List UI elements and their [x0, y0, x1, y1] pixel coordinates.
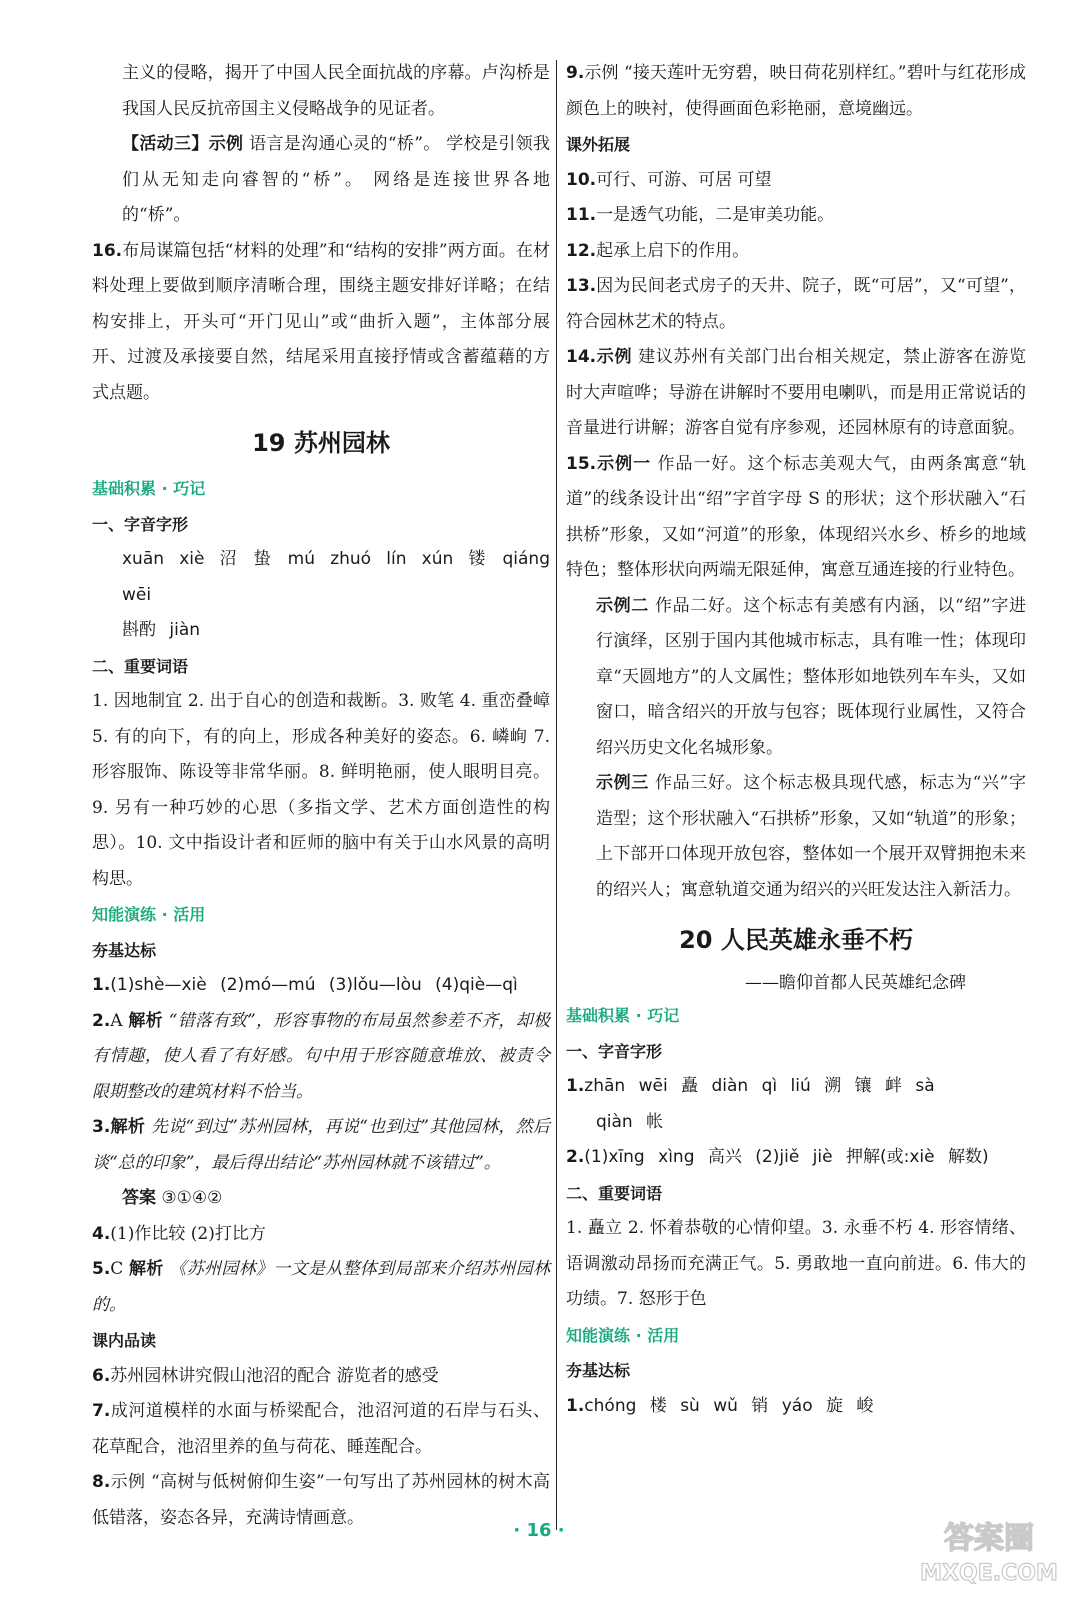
left-column: [92, 56, 550, 1536]
question-10: 10.可行、可游、可居 可望: [566, 169, 772, 190]
section-char-sound-2: 一、字音字形: [566, 1041, 663, 1061]
question-2: 2.A 解析 “错落有致”，形容事物的布局虽然参差不齐，却极有情趣，使人看了有好感。句中用于形容随意堆放、被责令限期整改的建筑材料不恰当。: [92, 1010, 551, 1102]
section-key-words: 二、重要词语: [92, 656, 189, 676]
watermark-text-cn: 答案圈: [944, 1521, 1034, 1556]
char-sound-line-2: 斟酌 jiàn: [122, 620, 201, 640]
question-12: 12.起承上启下的作用。: [566, 240, 750, 261]
question-1: 1.(1)shè—xiè (2)mó—mú (3)lǒu—lòu (4)qiè—qì: [92, 975, 518, 995]
question-1-ch20: 1.chóng 楼 sù wǔ 销 yáo 旋 峻: [566, 1395, 874, 1416]
subsection-in-class: 课内品读: [92, 1331, 157, 1350]
question-8: 8.示例 “高树与低树俯仰生姿”一句写出了苏州园林的树木高低错落，姿态各异，充满诗情画意。: [92, 1472, 550, 1528]
section-char-sound: 一、字音字形: [92, 514, 189, 534]
watermark-logo: [914, 1512, 1064, 1590]
chapter-19-title: 19 苏州园林: [252, 429, 390, 457]
question-4: 4.(1)作比较 (2)打比方: [92, 1223, 266, 1244]
subsection-foundation-2: 夯基达标: [566, 1361, 631, 1380]
activity-three: 【活动三】示例 语言是沟通心灵的“桥”。 学校是引领我们从无知走向睿智的“桥”。 网络是连接世界各地的“桥”。: [122, 134, 550, 225]
question-6: 6.苏州园林讲究假山池沼的配合 游览者的感受: [92, 1365, 439, 1386]
question-9: 9.示例 “接天莲叶无穷碧，映日荷花别样红。”碧叶与红花形成颜色上的映衬，使得画面色彩艳丽，意境幽远。: [566, 63, 1026, 119]
char-sound-2-line-2: qiàn 帐: [596, 1111, 664, 1132]
section-practice: 知能演练 · 活用: [92, 905, 206, 924]
char-sound-2-line-1: 1.zhān wēi 矗 diàn qì liú 溯 镶 衅 sà: [566, 1076, 935, 1096]
question-11: 11.一是透气功能，二是审美功能。: [566, 205, 835, 225]
right-column: [566, 56, 1026, 1424]
question-3: 3.解析 先说“到过”苏州园林，再说“也到过”其他园林，然后谈“总的印象”，最后得出结论“苏州园林就不该错过”。: [92, 1117, 551, 1173]
continued-text: 主义的侵略，揭开了中国人民全面抗战的序幕。卢沟桥是我国人民反抗帝国主义侵略战争的见证者。: [122, 63, 550, 119]
subsection-extension: 课外拓展: [566, 135, 631, 154]
question-3-answer: 答案 ③①④②: [122, 1188, 223, 1208]
section-key-words-2: 二、重要词语: [566, 1183, 663, 1203]
question-15-example-2: 示例二 作品二好。这个标志有美感有内涵，以“绍”字进行演绎，区别于国内其他城市标志，具有唯一性；体现印章“天圆地方”的人文属性；整体形如地铁列车车头，又如窗口，暗含绍兴的开放与包容；既体现行业属性，又符合绍兴历史文化名城形象。: [596, 595, 1026, 758]
char-sound-2-item-2: 2.(1)xīng xìng 高兴 (2)jiě jiè 押解(或:xiè 解数): [566, 1147, 989, 1167]
question-15-example-1: 15.示例一 作品一好。这个标志美观大气，由两条寓意“轨道”的线条设计出“绍”字首字母 S 的形状；这个形状融入“石拱桥”形象，又如“河道”的形象，体现绍兴水乡、桥乡的地域特色；整体形状向两端无限延伸，寓意互通连接的行业特色。: [566, 453, 1026, 580]
question-16: 16.布局谋篇包括“材料的处理”和“结构的安排”两方面。在材料处理上要做到顺序清晰合理，围绕主题安排好详略；在结构安排上，开头可“开门见山”或“曲折入题”，主体部分展开、过渡及承接要自然，结尾采用直接抒情或含蓄蕴藉的方式点题。: [92, 240, 550, 403]
column-divider: [556, 60, 557, 1530]
watermark-text-url: MXQE.COM: [920, 1561, 1058, 1586]
page-number: · 16 ·: [513, 1520, 565, 1541]
question-5: 5.C 解析 《苏州园林》一文是从整体到局部来介绍苏州园林的。: [92, 1259, 551, 1315]
question-13: 13.因为民间老式房子的天井、院子，既“可居”，又“可望”，符合园林艺术的特点。: [566, 276, 1026, 332]
chapter-20-subtitle: ——瞻仰首都人民英雄纪念碑: [745, 973, 966, 993]
section-basic: 基础积累 · 巧记: [92, 479, 206, 498]
question-7: 7.成河道模样的水面与桥梁配合，池沼河道的石岸与石头、花草配合，池沼里养的鱼与荷花、睡莲配合。: [92, 1401, 550, 1457]
question-14: 14.示例 建议苏州有关部门出台相关规定，禁止游客在游览时大声喧哗；导游在讲解时不要用电喇叭，而是用正常说话的音量进行讲解；游客自觉有序参观，还园林原有的诗意面貌。: [566, 347, 1027, 438]
section-basic-2: 基础积累 · 巧记: [566, 1006, 680, 1025]
section-practice-2: 知能演练 · 活用: [566, 1325, 680, 1345]
key-words-text: 1. 因地制宜 2. 出于自心的创造和裁断。3. 败笔 4. 重峦叠嶂 5. 有的向下，有的向上，形成各种美好的姿态。6. 嶙峋 7. 形容服饰、陈设等非常华丽。8. 鲜明艳丽，使人眼明目亮。9. 另有一种巧妙的心思（多指文学、艺术方面创造性的构思）。10. 文中指设计者和匠师的脑中有关于山水风景的高明构思。: [92, 691, 550, 889]
key-words-text-2: 1. 矗立 2. 怀着恭敬的心情仰望。3. 永垂不朽 4. 形容情绪、语调激动昂扬而充满正气。5. 勇敢地一直向前进。6. 伟大的功绩。7. 怒形于色: [566, 1218, 1026, 1309]
subsection-foundation: 夯基达标: [92, 940, 157, 960]
question-15-example-3: 示例三 作品三好。这个标志极具现代感，标志为“兴”字造型；这个形状融入“石拱桥”形象，又如“轨道”的形象；上下部开口体现开放包容，整体如一个展开双臂拥抱未来的绍兴人；寓意轨道交通为绍兴的兴旺发达注入新活力。: [596, 773, 1026, 900]
char-sound-line-1: xuān xiè 沼 蛰 mú zhuó lín xún 镂 qiáng wēi: [122, 549, 550, 605]
chapter-20-title: 20 人民英雄永垂不朽: [679, 926, 913, 954]
